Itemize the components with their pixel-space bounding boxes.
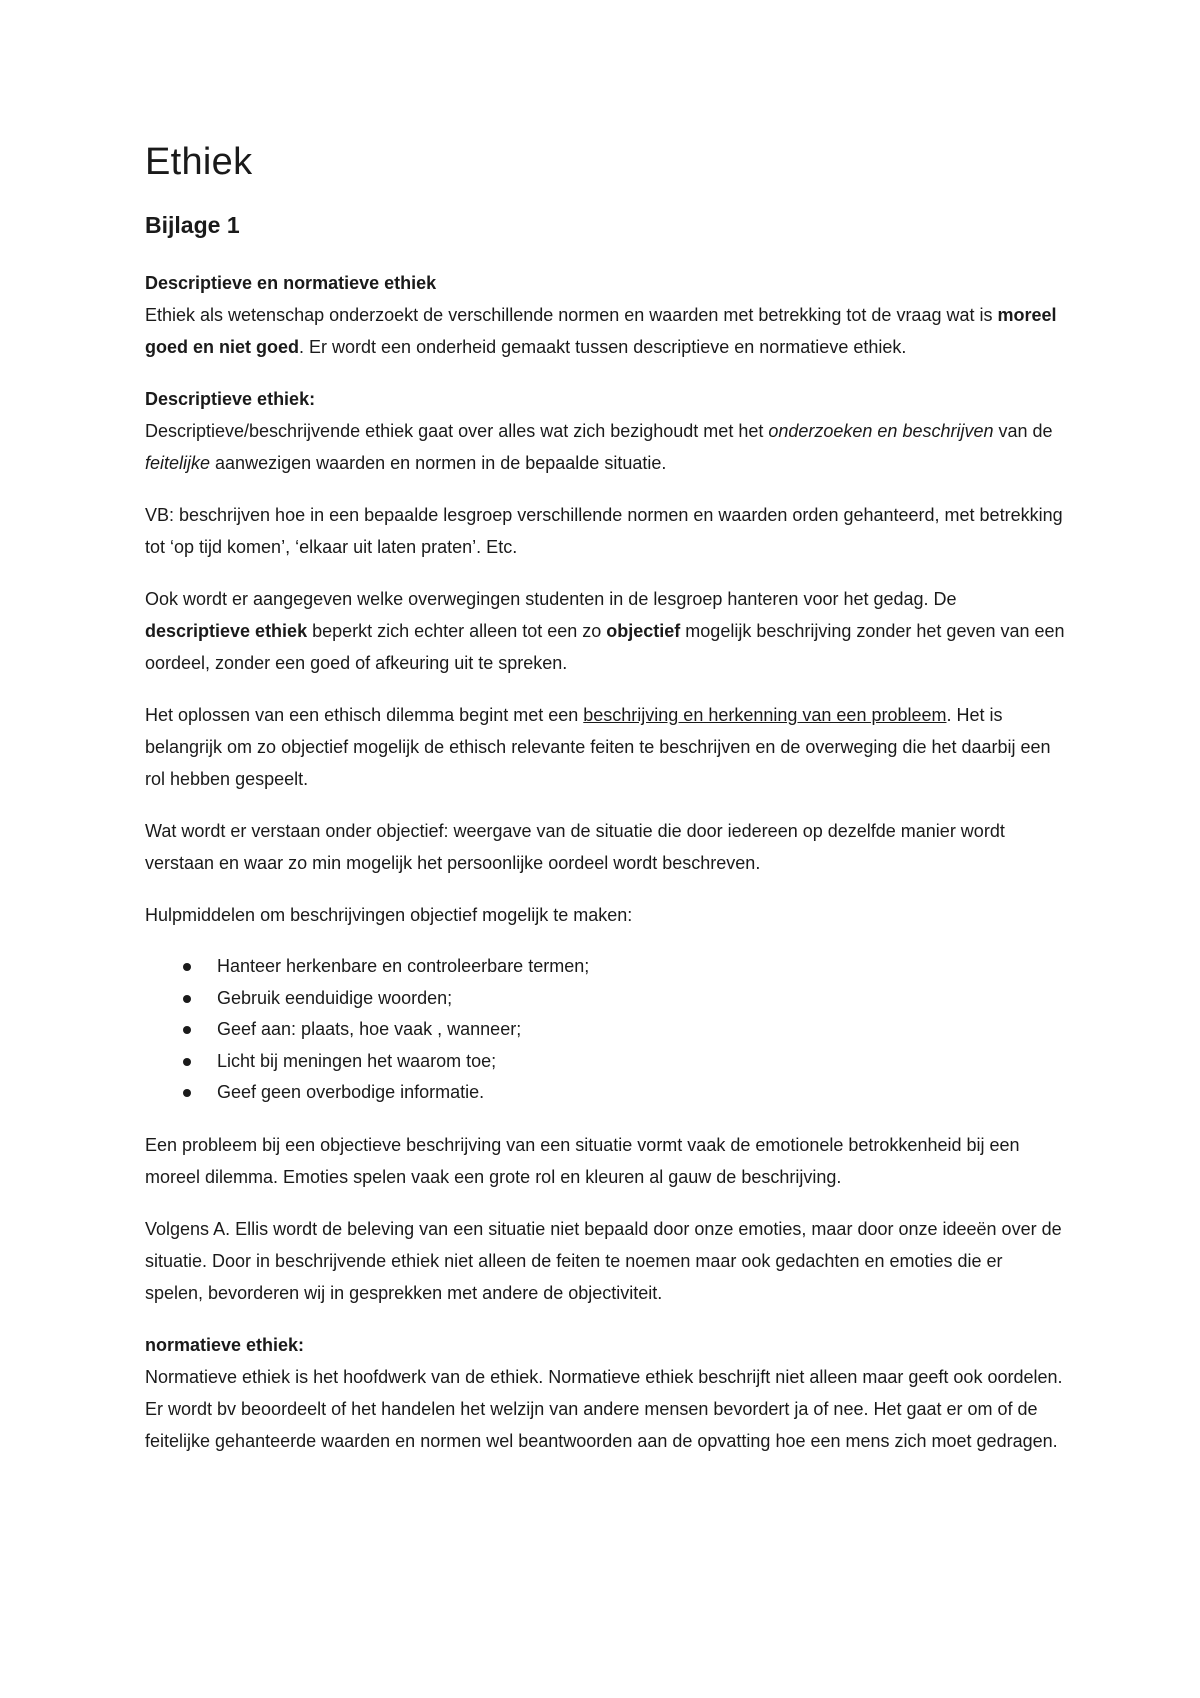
descriptive-text-mid: van de xyxy=(993,421,1053,442)
section-number: 1 xyxy=(226,211,240,238)
list-item-text: Licht bij meningen het waarom toe; xyxy=(217,1050,497,1071)
bullet-icon xyxy=(183,1026,191,1034)
bullet-icon xyxy=(183,963,191,971)
normative-paragraph xyxy=(145,1329,1065,1457)
bullet-icon xyxy=(183,1089,191,1097)
objective-definition-paragraph: Wat wordt er verstaan onder objectief: weergave van de situatie die door iedereen op dezelfde manier wordt verstaan en waar zo min mogelijk het persoonlijke oordeel wordt beschreven. xyxy=(145,821,1005,874)
descriptive-heading: Descriptieve ethiek: xyxy=(145,389,316,410)
section-label: Bijlage xyxy=(145,211,221,238)
example-paragraph: VB: beschrijven hoe in een bepaalde lesgroep verschillende normen en waarden orden gehanteerd, met betrekking tot ‘op tijd komen’, ‘elkaar uit laten praten’. Etc. xyxy=(145,505,1063,558)
considerations-text-mid: beperkt zich echter alleen tot een zo xyxy=(307,621,607,642)
dilemma-underline: beschrijving en herkenning van een probleem xyxy=(583,705,947,726)
bullet-icon xyxy=(183,995,191,1003)
descriptive-italic-2: feitelijke xyxy=(145,453,211,474)
list-item-text: Gebruik eenduidige woorden; xyxy=(217,987,453,1008)
considerations-text-end: mogelijk beschrijving zonder het geven van een oordeel, zonder een goed of afkeuring uit te spreken. xyxy=(145,621,1065,674)
list-item xyxy=(145,1046,1065,1078)
normative-heading: normatieve ethiek: xyxy=(145,1334,305,1355)
descriptive-text: Descriptieve/beschrijvende ethiek gaat over alles wat zich bezighoudt met het xyxy=(145,421,769,442)
considerations-bold-2: objectief xyxy=(606,621,681,642)
normative-text: Normatieve ethiek is het hoofdwerk van de ethiek. Normatieve ethiek beschrijft niet alleen maar geeft ook oordelen. Er wordt bv beoordeelt of het handelen het welzijn van andere mensen bevordert ja of nee. Het gaat er om of de feitelijke gehanteerde waarden en normen wel beantwoorden aan de opvatting hoe een mens zich moet gedragen. xyxy=(145,1366,1063,1451)
aids-intro: Hulpmiddelen om beschrijvingen objectief mogelijk te maken: xyxy=(145,905,633,926)
list-item xyxy=(145,983,1065,1015)
dilemma-text-end: . Het is belangrijk om zo objectief mogelijk de ethisch relevante feiten te beschrijven en de overweging die het daarbij een rol hebben gespeelt. xyxy=(145,705,1051,790)
descriptive-text-end: aanwezigen waarden en normen in de bepaalde situatie. xyxy=(210,453,667,474)
bullet-icon xyxy=(183,1058,191,1066)
considerations-paragraph xyxy=(145,583,1065,679)
list-item-text: Geef aan: plaats, hoe vaak , wanneer; xyxy=(217,1019,522,1040)
list-item xyxy=(145,1077,1065,1109)
considerations-bold: descriptieve ethiek xyxy=(145,621,308,642)
intro-text-end: . Er wordt een onderheid gemaakt tussen descriptieve en normatieve ethiek. xyxy=(299,337,907,358)
list-item-text: Geef geen overbodige informatie. xyxy=(217,1082,485,1103)
document-page xyxy=(145,140,1065,1477)
section-title xyxy=(145,212,1065,240)
intro-text: Ethiek als wetenschap onderzoekt de verschillende normen en waarden met betrekking tot de vraag wat is xyxy=(145,305,998,326)
dilemma-paragraph xyxy=(145,699,1065,795)
intro-paragraph xyxy=(145,267,1065,363)
list-item xyxy=(145,1014,1065,1046)
ellis-paragraph: Volgens A. Ellis wordt de beleving van een situatie niet bepaald door onze emoties, maar door onze ideeën over de situatie. Door in beschrijvende ethiek niet alleen de feiten te noemen maar ook gedachten en emoties die er spelen, bevorderen wij in gesprekken met andere de objectiviteit. xyxy=(145,1218,1062,1303)
considerations-text: Ook wordt er aangegeven welke overwegingen studenten in de lesgroep hanteren voor het gedag. De xyxy=(145,589,957,610)
list-item xyxy=(145,951,1065,983)
descriptive-italic: onderzoeken en beschrijven xyxy=(768,421,994,442)
list-item-text: Hanteer herkenbare en controleerbare termen; xyxy=(217,956,590,977)
dilemma-text: Het oplossen van een ethisch dilemma begint met een xyxy=(145,705,584,726)
intro-bold: moreel goed en niet goed xyxy=(145,305,1057,358)
document-title: Ethiek xyxy=(145,141,253,183)
problem-paragraph: Een probleem bij een objectieve beschrijving van een situatie vormt vaak de emotionele betrokkenheid bij een moreel dilemma. Emoties spelen vaak een grote rol en kleuren al gauw de beschrijving. xyxy=(145,1134,1020,1187)
aids-list xyxy=(145,951,1065,1109)
descriptive-paragraph xyxy=(145,383,1065,479)
intro-heading: Descriptieve en normatieve ethiek xyxy=(145,273,437,294)
